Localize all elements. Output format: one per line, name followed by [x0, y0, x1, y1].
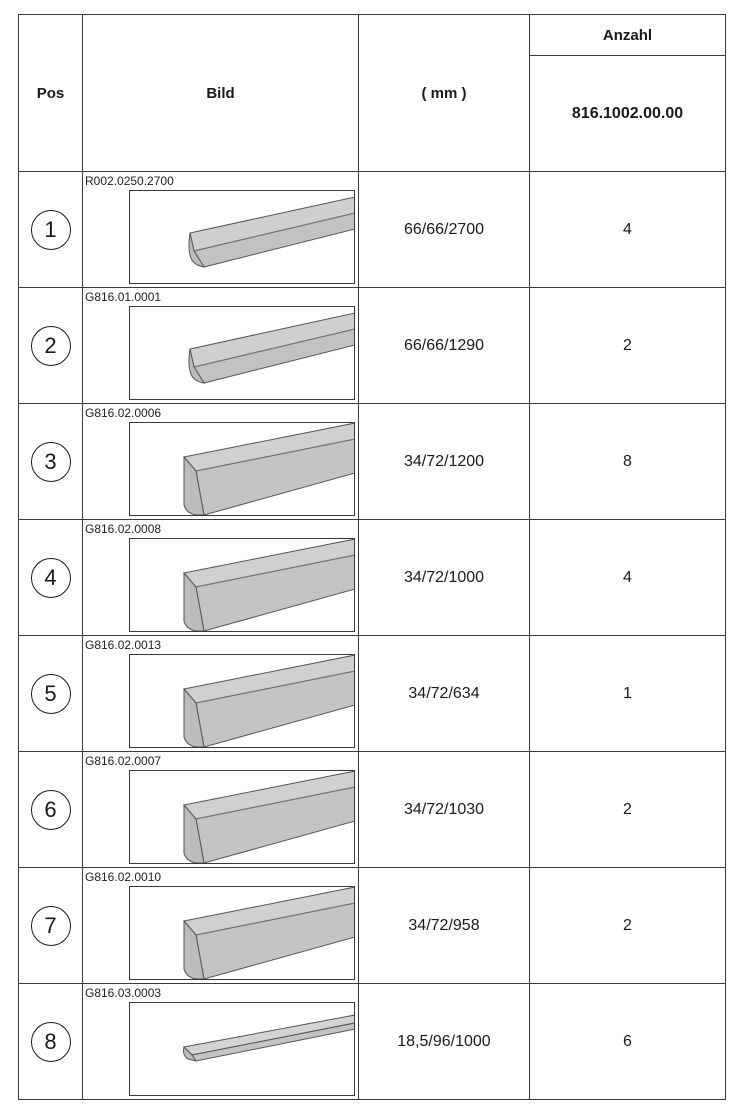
profile-drawing: [130, 887, 354, 979]
dimension-cell: 34/72/634: [359, 636, 530, 752]
image-cell: [83, 520, 359, 636]
position-number: 5: [31, 674, 71, 714]
dimension-cell: 66/66/2700: [359, 172, 530, 288]
quantity-cell: 4: [530, 172, 726, 288]
pos-cell: [19, 752, 83, 868]
pos-cell: [19, 288, 83, 404]
profile-image: [129, 1002, 355, 1096]
image-cell: [83, 752, 359, 868]
profile-image: [129, 770, 355, 864]
pos-cell: [19, 520, 83, 636]
header-anzahl: Anzahl: [530, 15, 726, 56]
position-number: 3: [31, 442, 71, 482]
quantity-cell: 4: [530, 520, 726, 636]
position-number: 4: [31, 558, 71, 598]
profile-image: [129, 886, 355, 980]
header-pos: Pos: [19, 15, 83, 172]
quantity-cell: 2: [530, 868, 726, 984]
pos-cell: [19, 636, 83, 752]
part-row: [19, 288, 726, 404]
profile-drawing: [130, 191, 354, 283]
part-code: R002.0250.2700: [85, 174, 174, 188]
position-number: 8: [31, 1022, 71, 1062]
part-row: [19, 984, 726, 1100]
image-cell: [83, 288, 359, 404]
position-number: 2: [31, 326, 71, 366]
image-cell: [83, 404, 359, 520]
parts-table: [18, 14, 726, 1100]
part-code: G816.02.0006: [85, 406, 162, 420]
part-row: [19, 172, 726, 288]
dimension-cell: 34/72/958: [359, 868, 530, 984]
quantity-cell: 2: [530, 752, 726, 868]
dimension-cell: 34/72/1200: [359, 404, 530, 520]
part-row: [19, 404, 726, 520]
profile-drawing: [130, 423, 354, 515]
image-cell: [83, 636, 359, 752]
profile-image: [129, 306, 355, 400]
part-code: G816.01.0001: [85, 290, 162, 304]
quantity-cell: 1: [530, 636, 726, 752]
part-code: G816.02.0013: [85, 638, 162, 652]
profile-drawing: [130, 307, 354, 399]
header-assembly-code: 816.1002.00.00: [530, 56, 726, 172]
profile-image: [129, 422, 355, 516]
part-code: G816.03.0003: [85, 986, 162, 1000]
profile-image: [129, 538, 355, 632]
part-row: [19, 752, 726, 868]
rows-body: [19, 172, 726, 1100]
pos-cell: [19, 868, 83, 984]
dimension-cell: 18,5/96/1000: [359, 984, 530, 1100]
image-cell: [83, 984, 359, 1100]
part-row: [19, 868, 726, 984]
pos-cell: [19, 984, 83, 1100]
quantity-cell: 6: [530, 984, 726, 1100]
quantity-cell: 8: [530, 404, 726, 520]
pos-cell: [19, 404, 83, 520]
part-code: G816.02.0010: [85, 870, 162, 884]
profile-drawing: [130, 655, 354, 747]
part-code: G816.02.0008: [85, 522, 162, 536]
profile-drawing: [130, 1003, 354, 1095]
profile-drawing: [130, 539, 354, 631]
part-code: G816.02.0007: [85, 754, 162, 768]
dimension-cell: 66/66/1290: [359, 288, 530, 404]
image-cell: [83, 868, 359, 984]
profile-drawing: [130, 771, 354, 863]
part-row: [19, 520, 726, 636]
position-number: 1: [31, 210, 71, 250]
header-bild: Bild: [83, 15, 359, 172]
dimension-cell: 34/72/1030: [359, 752, 530, 868]
position-number: 6: [31, 790, 71, 830]
pos-cell: [19, 172, 83, 288]
position-number: 7: [31, 906, 71, 946]
part-row: [19, 636, 726, 752]
header-dimension: ( mm ): [359, 15, 530, 172]
header-row: [19, 15, 726, 56]
dimension-cell: 34/72/1000: [359, 520, 530, 636]
profile-image: [129, 190, 355, 284]
quantity-cell: 2: [530, 288, 726, 404]
profile-image: [129, 654, 355, 748]
image-cell: [83, 172, 359, 288]
